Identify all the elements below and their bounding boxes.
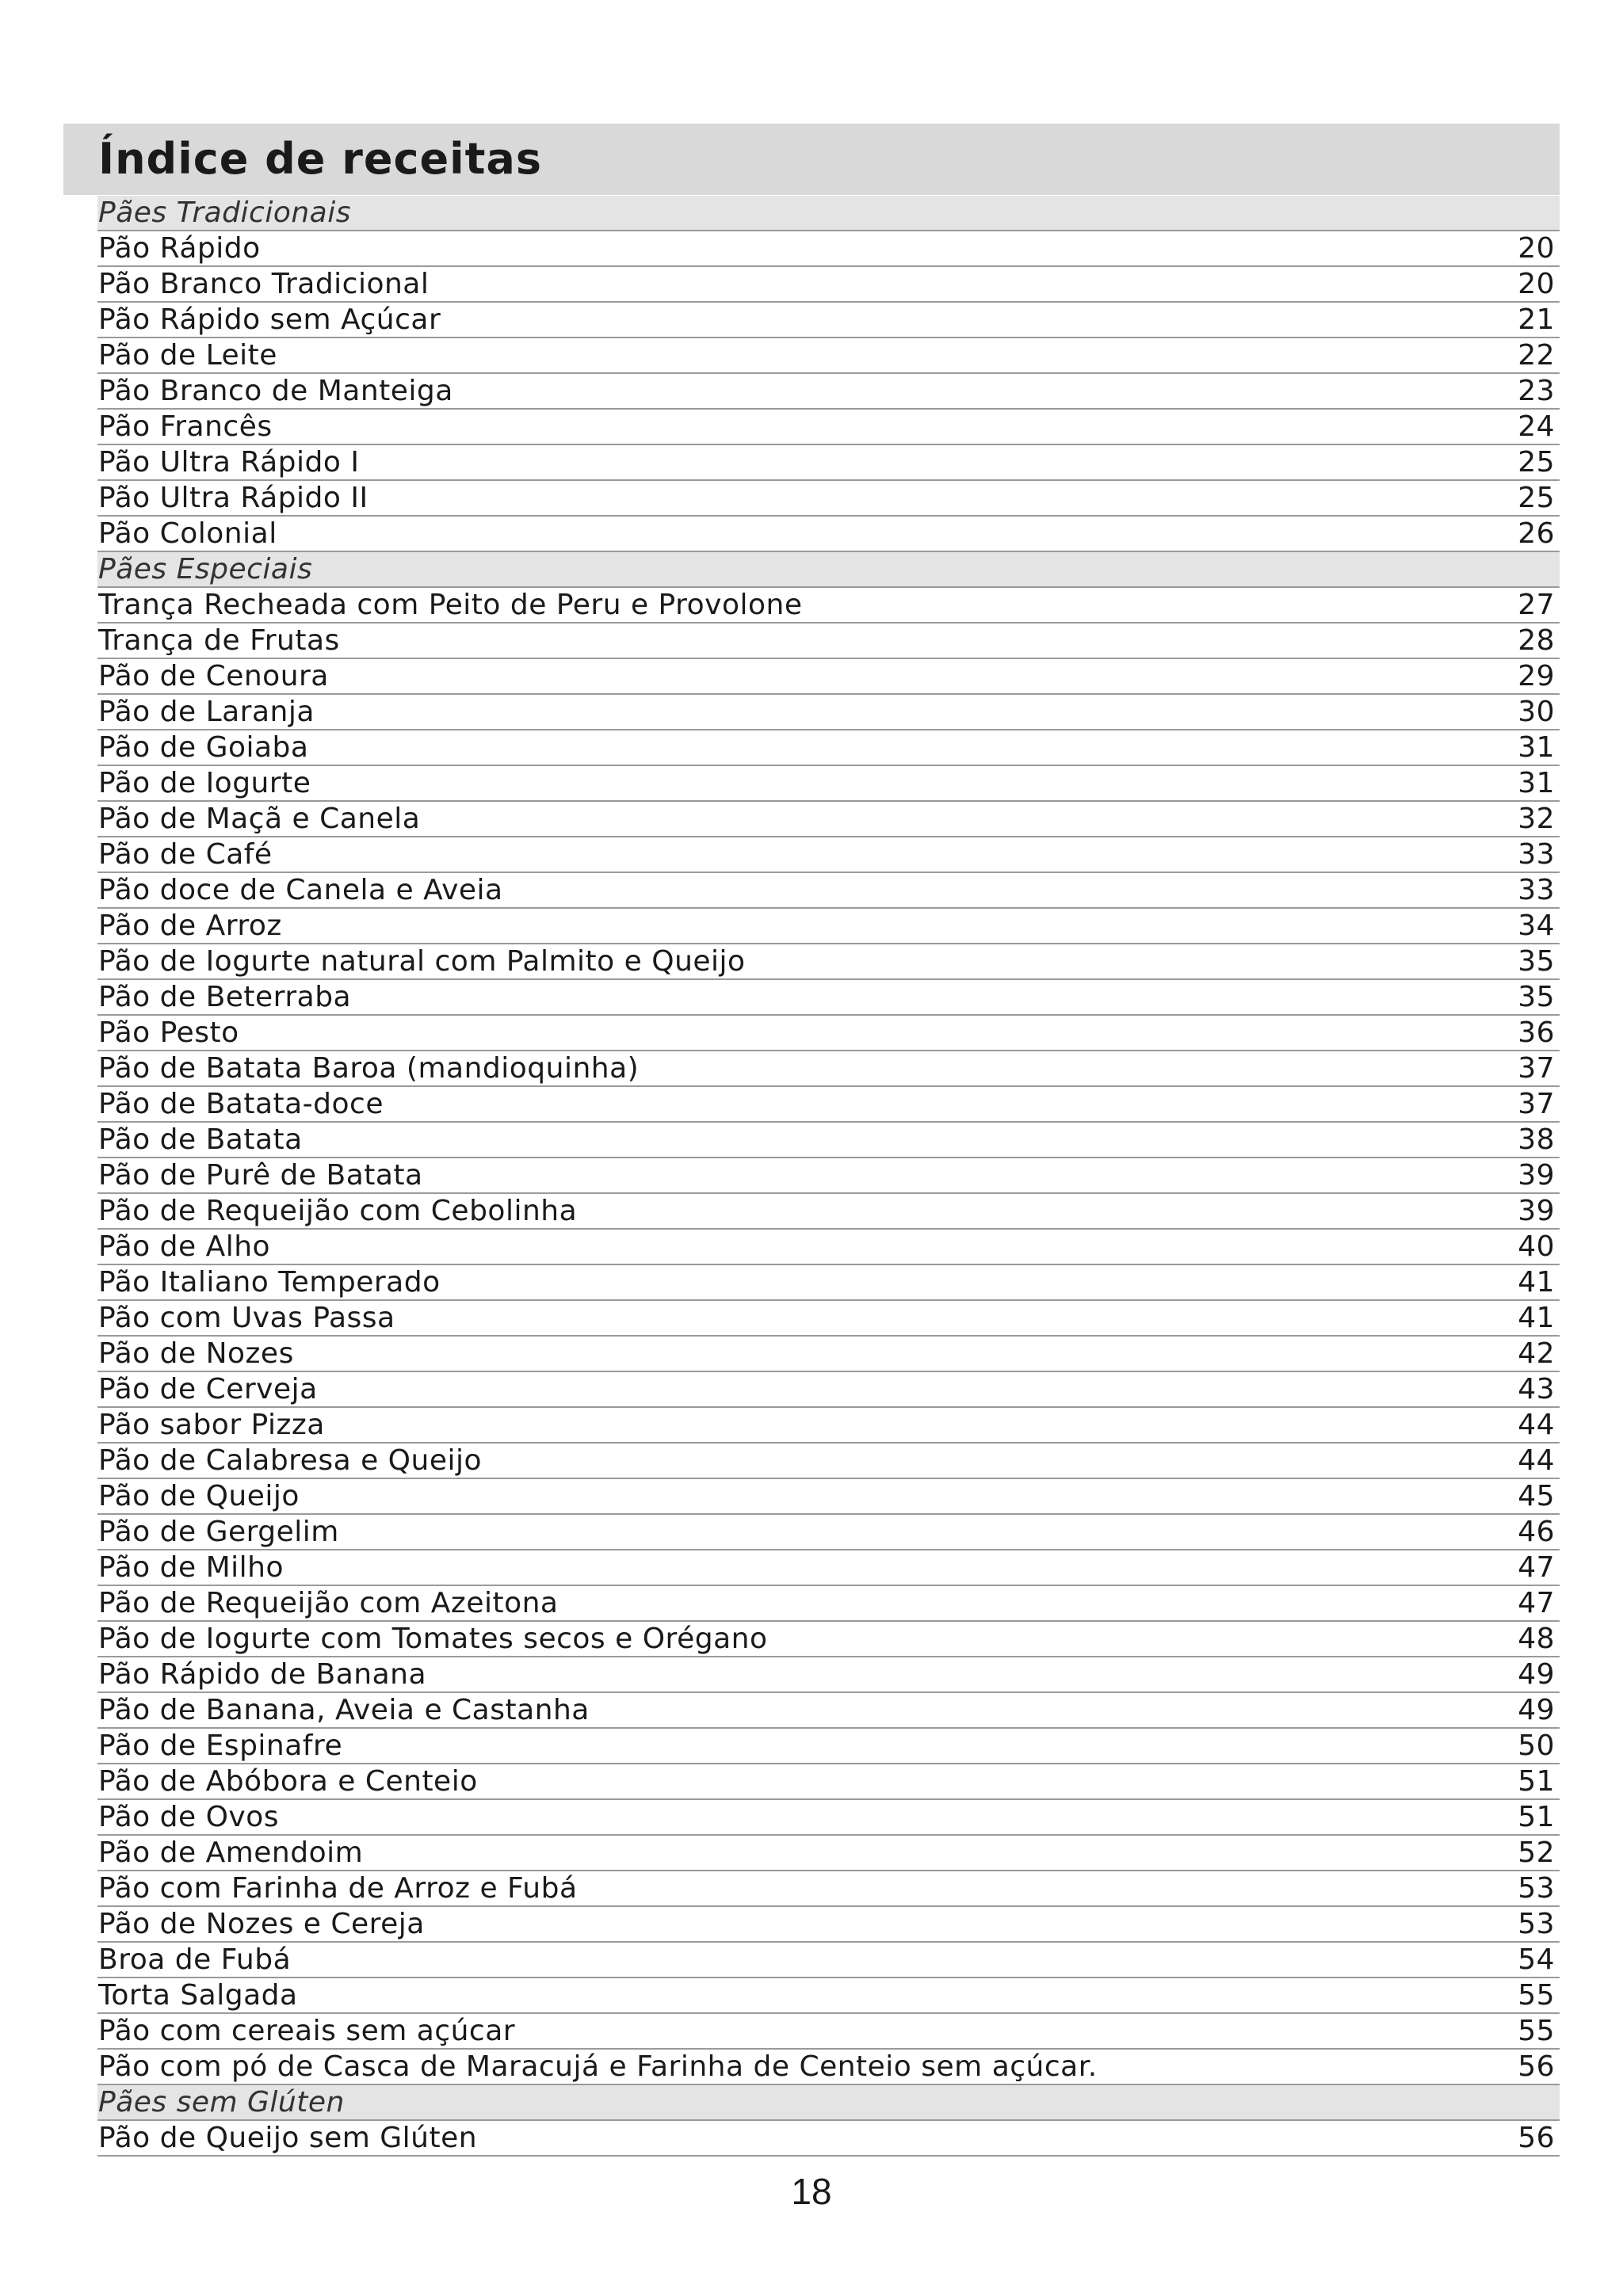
recipe-page-number: 55: [1518, 2015, 1555, 2047]
recipe-page-number: 47: [1518, 1551, 1555, 1584]
recipe-row: [97, 1693, 1560, 1729]
recipe-page-number: 25: [1518, 446, 1555, 479]
recipe-name: Pão de Alho: [98, 1230, 271, 1263]
recipe-name: Pão de Purê de Batata: [98, 1159, 423, 1192]
recipe-row: [97, 2121, 1560, 2157]
recipe-page-number: 31: [1518, 767, 1555, 799]
recipe-row: [97, 659, 1560, 695]
recipe-row: [97, 267, 1560, 303]
recipe-row: [97, 1657, 1560, 1693]
recipe-page-number: 22: [1518, 339, 1555, 372]
recipe-page-number: 37: [1518, 1052, 1555, 1085]
recipe-name: Pão de Milho: [98, 1551, 284, 1584]
recipe-name: Pão de Amendoim: [98, 1836, 364, 1869]
recipe-row: [97, 338, 1560, 374]
recipe-page-number: 49: [1518, 1658, 1555, 1691]
recipe-row: [97, 1800, 1560, 1836]
recipe-row: [97, 1301, 1560, 1337]
recipe-row: [97, 445, 1560, 481]
recipe-page-number: 29: [1518, 660, 1555, 692]
recipe-name: Pão de Ovos: [98, 1801, 279, 1833]
recipe-page-number: 44: [1518, 1444, 1555, 1477]
recipe-row: [97, 1550, 1560, 1586]
recipe-page-number: 27: [1518, 589, 1555, 621]
recipe-name: Pão de Batata: [98, 1123, 303, 1156]
recipe-page-number: 53: [1518, 1908, 1555, 1940]
recipe-row: [97, 1016, 1560, 1051]
recipe-name: Pão Ultra Rápido I: [98, 446, 360, 479]
recipe-page-number: 25: [1518, 482, 1555, 514]
recipe-name: Pão de Cerveja: [98, 1373, 318, 1405]
recipe-row: [97, 980, 1560, 1016]
recipe-page-number: 46: [1518, 1516, 1555, 1548]
recipe-row: [97, 1408, 1560, 1444]
recipe-name: Pão de Iogurte com Tomates secos e Orégano: [98, 1623, 768, 1655]
recipe-name: Pão Branco Tradicional: [98, 268, 430, 300]
recipe-row: [97, 802, 1560, 837]
recipe-row: [97, 873, 1560, 909]
recipe-name: Pão de Leite: [98, 339, 277, 372]
recipe-name: Pão Pesto: [98, 1016, 239, 1049]
recipe-row: [97, 1372, 1560, 1408]
recipe-index: [97, 196, 1560, 2157]
recipe-row: [97, 1764, 1560, 1800]
recipe-name: Pão de Gergelim: [98, 1516, 339, 1548]
recipe-page-number: 45: [1518, 1480, 1555, 1512]
recipe-page-number: 34: [1518, 910, 1555, 942]
title-bar: [63, 124, 1560, 195]
recipe-name: Pão Rápido sem Açúcar: [98, 303, 441, 336]
recipe-name: Pão de Requeijão com Azeitona: [98, 1587, 559, 1619]
recipe-row: [97, 1123, 1560, 1158]
recipe-row: [97, 1265, 1560, 1301]
recipe-name: Pão Italiano Temperado: [98, 1266, 441, 1299]
section-header: [97, 552, 1560, 588]
recipe-page-number: 56: [1518, 2122, 1555, 2154]
recipe-page-number: 53: [1518, 1872, 1555, 1905]
recipe-row: [97, 410, 1560, 445]
recipe-page-number: 35: [1518, 981, 1555, 1013]
recipe-row: [97, 1907, 1560, 1943]
recipe-name: Pão de Arroz: [98, 910, 282, 942]
section-title: Pães Tradicionais: [98, 196, 351, 229]
section-header: [97, 2085, 1560, 2121]
recipe-row: [97, 1871, 1560, 1907]
recipe-page-number: 32: [1518, 803, 1555, 835]
recipe-name: Pão com Uvas Passa: [98, 1302, 395, 1334]
recipe-page-number: 44: [1518, 1409, 1555, 1441]
recipe-page-number: 39: [1518, 1195, 1555, 1227]
recipe-page-number: 51: [1518, 1801, 1555, 1833]
recipe-page-number: 52: [1518, 1836, 1555, 1869]
recipe-row: [97, 1158, 1560, 1194]
recipe-name: Pão Rápido: [98, 232, 261, 265]
recipe-page-number: 33: [1518, 838, 1555, 871]
recipe-name: Pão de Beterraba: [98, 981, 352, 1013]
recipe-row: [97, 1943, 1560, 1978]
recipe-name: Pão Branco de Manteiga: [98, 375, 453, 407]
recipe-page-number: 21: [1518, 303, 1555, 336]
recipe-page-number: 20: [1518, 232, 1555, 265]
recipe-name: Pão de Calabresa e Queijo: [98, 1444, 483, 1477]
recipe-page-number: 41: [1518, 1266, 1555, 1299]
recipe-name: Pão com pó de Casca de Maracujá e Farinha de Centeio sem açúcar.: [98, 2050, 1098, 2083]
recipe-page-number: 48: [1518, 1623, 1555, 1655]
recipe-page-number: 35: [1518, 945, 1555, 978]
recipe-row: [97, 1836, 1560, 1871]
recipe-page-number: 51: [1518, 1765, 1555, 1798]
recipe-name: Pão de Iogurte: [98, 767, 311, 799]
recipe-name: Trança de Frutas: [98, 624, 340, 657]
recipe-row: [97, 1729, 1560, 1764]
recipe-row: [97, 374, 1560, 410]
recipe-page-number: 47: [1518, 1587, 1555, 1619]
recipe-row: [97, 1515, 1560, 1550]
recipe-name: Pão doce de Canela e Aveia: [98, 874, 503, 906]
recipe-page-number: 30: [1518, 696, 1555, 728]
page-number: 18: [791, 2171, 832, 2212]
recipe-name: Torta Salgada: [98, 1979, 298, 2012]
recipe-page-number: 31: [1518, 731, 1555, 764]
recipe-name: Pão de Espinafre: [98, 1730, 343, 1762]
recipe-page-number: 28: [1518, 624, 1555, 657]
section-title: Pães Especiais: [98, 553, 313, 585]
recipe-name: Pão Francês: [98, 410, 273, 443]
recipe-row: [97, 1444, 1560, 1479]
recipe-page-number: 36: [1518, 1016, 1555, 1049]
recipe-page-number: 49: [1518, 1694, 1555, 1726]
recipe-name: Pão de Banana, Aveia e Castanha: [98, 1694, 590, 1726]
recipe-page-number: 42: [1518, 1337, 1555, 1370]
recipe-row: [97, 944, 1560, 980]
recipe-page-number: 50: [1518, 1730, 1555, 1762]
recipe-page-number: 33: [1518, 874, 1555, 906]
recipe-name: Pão de Batata-doce: [98, 1088, 384, 1120]
recipe-row: [97, 766, 1560, 802]
recipe-row: [97, 1051, 1560, 1087]
recipe-page-number: 38: [1518, 1123, 1555, 1156]
recipe-row: [97, 231, 1560, 267]
recipe-name: Pão de Requeijão com Cebolinha: [98, 1195, 578, 1227]
recipe-name: Pão de Laranja: [98, 696, 315, 728]
recipe-row: [97, 2050, 1560, 2085]
recipe-page-number: 23: [1518, 375, 1555, 407]
recipe-name: Pão sabor Pizza: [98, 1409, 325, 1441]
recipe-row: [97, 517, 1560, 552]
recipe-row: [97, 1337, 1560, 1372]
recipe-row: [97, 588, 1560, 624]
recipe-page-number: 56: [1518, 2050, 1555, 2083]
recipe-name: Pão de Goiaba: [98, 731, 309, 764]
recipe-name: Pão de Queijo: [98, 1480, 300, 1512]
recipe-page-number: 20: [1518, 268, 1555, 300]
recipe-name: Pão Colonial: [98, 517, 277, 550]
recipe-row: [97, 1194, 1560, 1230]
recipe-name: Pão de Batata Baroa (mandioquinha): [98, 1052, 640, 1085]
recipe-name: Pão de Abóbora e Centeio: [98, 1765, 478, 1798]
recipe-page-number: 39: [1518, 1159, 1555, 1192]
recipe-row: [97, 1479, 1560, 1515]
recipe-row: [97, 1978, 1560, 2014]
recipe-name: Pão de Iogurte natural com Palmito e Queijo: [98, 945, 746, 978]
recipe-row: [97, 909, 1560, 944]
recipe-row: [97, 481, 1560, 517]
recipe-row: [97, 1087, 1560, 1123]
recipe-name: Pão de Maçã e Canela: [98, 803, 421, 835]
section-title: Pães sem Glúten: [98, 2086, 345, 2119]
recipe-row: [97, 303, 1560, 338]
recipe-name: Pão de Nozes: [98, 1337, 294, 1370]
recipe-name: Pão de Queijo sem Glúten: [98, 2122, 478, 2154]
recipe-row: [97, 730, 1560, 766]
recipe-row: [97, 624, 1560, 659]
recipe-row: [97, 1586, 1560, 1622]
recipe-name: Pão com Farinha de Arroz e Fubá: [98, 1872, 578, 1905]
page-title: Índice de receitas: [98, 134, 543, 184]
recipe-page-number: 55: [1518, 1979, 1555, 2012]
recipe-name: Pão de Café: [98, 838, 273, 871]
recipe-page-number: 26: [1518, 517, 1555, 550]
recipe-row: [97, 2014, 1560, 2050]
recipe-page-number: 24: [1518, 410, 1555, 443]
section-header: [97, 196, 1560, 231]
recipe-name: Pão de Nozes e Cereja: [98, 1908, 425, 1940]
recipe-page-number: 54: [1518, 1943, 1555, 1976]
recipe-name: Pão Rápido de Banana: [98, 1658, 427, 1691]
recipe-name: Pão Ultra Rápido II: [98, 482, 369, 514]
recipe-name: Pão de Cenoura: [98, 660, 329, 692]
recipe-name: Broa de Fubá: [98, 1943, 292, 1976]
recipe-row: [97, 695, 1560, 730]
recipe-page-number: 41: [1518, 1302, 1555, 1334]
recipe-row: [97, 837, 1560, 873]
recipe-row: [97, 1230, 1560, 1265]
recipe-name: Pão com cereais sem açúcar: [98, 2015, 516, 2047]
recipe-page-number: 43: [1518, 1373, 1555, 1405]
recipe-page-number: 37: [1518, 1088, 1555, 1120]
recipe-name: Trança Recheada com Peito de Peru e Provolone: [98, 589, 803, 621]
recipe-page-number: 40: [1518, 1230, 1555, 1263]
recipe-row: [97, 1622, 1560, 1657]
